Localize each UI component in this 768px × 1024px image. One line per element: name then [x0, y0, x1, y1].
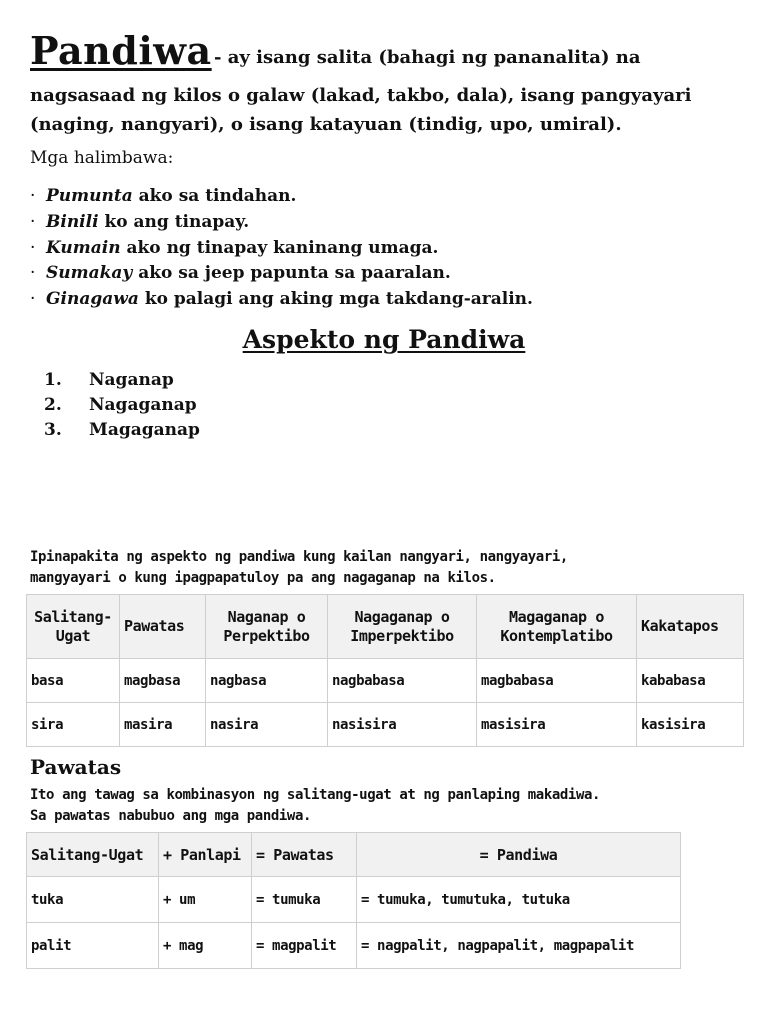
list-label: Nagaganap [89, 395, 197, 415]
table-cell: basa [27, 659, 120, 703]
aspekto-list-item [44, 395, 197, 415]
table-row [27, 923, 681, 969]
table-cell: sira [27, 703, 120, 747]
example-verb: Pumunta [46, 186, 133, 206]
aspekto-note-line-1: Ipinapakita ng aspekto ng pandiwa kung kailan nangyari, nangyayari, [30, 549, 568, 565]
column-header: Salitang- Ugat [27, 595, 120, 659]
pawatas-table [26, 832, 681, 969]
example-item [30, 289, 533, 309]
example-rest: ko ang tinapay. [98, 212, 250, 232]
table-header-row [27, 595, 744, 659]
example-item [30, 238, 438, 258]
column-header: Salitang-Ugat [27, 833, 159, 877]
examples-label: Mga halimbawa: [30, 148, 174, 168]
pawatas-note-line-2: Sa pawatas nabubuo ang mga pandiwa. [30, 808, 312, 824]
list-number: 1. [44, 370, 62, 390]
table-cell: tuka [27, 877, 159, 923]
example-rest: ako sa jeep papunta sa paaralan. [132, 263, 451, 283]
example-verb: Sumakay [46, 263, 133, 283]
bullet-icon: · [30, 289, 36, 309]
table-cell: magbasa [120, 659, 206, 703]
bullet-icon: · [30, 212, 36, 232]
list-number: 3. [44, 420, 62, 440]
bullet-icon: · [30, 238, 36, 258]
pawatas-note-line-1: Ito ang tawag sa kombinasyon ng salitang-ugat at ng panlaping makadiwa. [30, 787, 601, 803]
list-label: Magaganap [89, 420, 200, 440]
aspekto-heading [0, 325, 768, 354]
column-header: = Pandiwa [357, 833, 681, 877]
bullet-icon: · [30, 263, 36, 283]
example-rest: ko palagi ang aking mga takdang-aralin. [138, 289, 533, 309]
example-verb: Kumain [46, 238, 121, 258]
example-item [30, 263, 451, 283]
list-label: Naganap [89, 370, 174, 390]
list-number: 2. [44, 395, 62, 415]
column-header: + Panlapi [159, 833, 252, 877]
aspekto-heading-text: Aspekto ng Pandiwa [242, 325, 526, 354]
table-header-row [27, 833, 681, 877]
example-rest: ako ng tinapay kaninang umaga. [120, 238, 439, 258]
example-verb: Ginagawa [46, 289, 139, 309]
example-verb: Binili [46, 212, 99, 232]
column-header: = Pawatas [252, 833, 357, 877]
table-row [27, 703, 744, 747]
table-cell: nasira [206, 703, 328, 747]
table-cell: nasisira [328, 703, 477, 747]
table-row [27, 659, 744, 703]
table-row [27, 877, 681, 923]
bullet-icon: · [30, 186, 36, 206]
column-header: Naganap o Perpektibo [206, 595, 328, 659]
aspekto-list-item [44, 370, 174, 390]
definition-line-1: - ay isang salita (bahagi ng pananalita) na [214, 47, 641, 68]
table-cell: kasisira [637, 703, 744, 747]
table-cell: palit [27, 923, 159, 969]
aspekto-list-item [44, 420, 200, 440]
table-cell: masira [120, 703, 206, 747]
table-cell: nagbasa [206, 659, 328, 703]
example-rest: ako sa tindahan. [132, 186, 297, 206]
table-cell: = magpalit [252, 923, 357, 969]
definition-line-2: nagsasaad ng kilos o galaw (lakad, takbo, dala), isang pangyayari [30, 85, 692, 106]
column-header: Nagaganap o Imperpektibo [328, 595, 477, 659]
table-cell: = tumuka, tumutuka, tutuka [357, 877, 681, 923]
table-cell: magbabasa [477, 659, 637, 703]
table-cell: = tumuka [252, 877, 357, 923]
table-cell: = nagpalit, nagpapalit, magpapalit [357, 923, 681, 969]
definition-line-3: (naging, nangyari), o isang katayuan (tindig, upo, umiral). [30, 114, 622, 135]
page-title: Pandiwa [30, 28, 212, 73]
column-header: Magaganap o Kontemplatibo [477, 595, 637, 659]
example-item [30, 212, 249, 232]
table-cell: kababasa [637, 659, 744, 703]
table-cell: nagbabasa [328, 659, 477, 703]
table-cell: + mag [159, 923, 252, 969]
column-header: Kakatapos [637, 595, 744, 659]
pawatas-heading: Pawatas [30, 755, 122, 779]
table-cell: + um [159, 877, 252, 923]
aspekto-table [26, 594, 744, 747]
example-item [30, 186, 296, 206]
column-header: Pawatas [120, 595, 206, 659]
aspekto-note-line-2: mangyayari o kung ipagpapatuloy pa ang nagaganap na kilos. [30, 570, 496, 586]
table-cell: masisira [477, 703, 637, 747]
